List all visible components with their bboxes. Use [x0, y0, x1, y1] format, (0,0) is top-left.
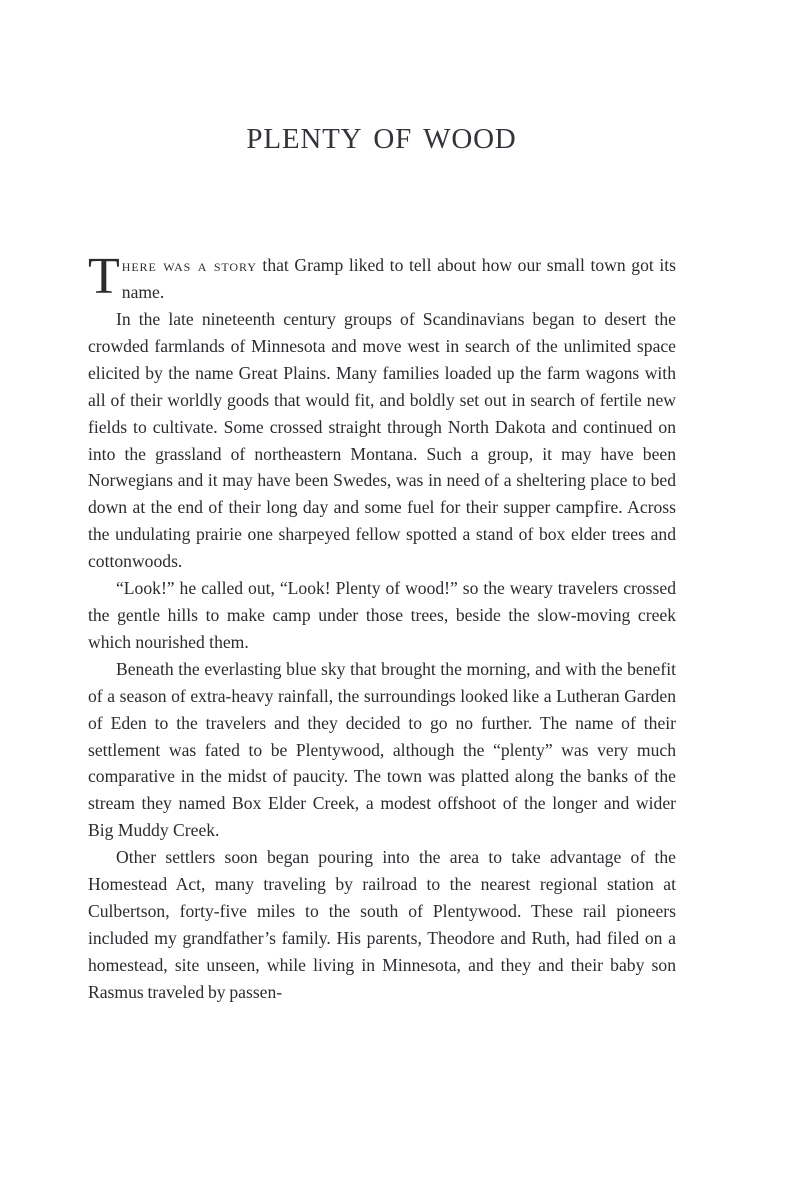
paragraph-text: Other settlers soon began pouring into the area to take advantage of the Homestead Act, many traveling by railroad to the nearest regional station at Culbertson, forty-five miles to the south of Plentywood. These rail pioneers included my grandfather’s family. His parents, Theodore and Ruth, had filed on a homestead, site unseen, while living in Minnesota, and they and their baby son Rasmus traveled by passen- [88, 847, 676, 1002]
paragraph-opening [88, 248, 677, 306]
paragraph [88, 575, 676, 656]
chapter-title: plenty of wood [246, 111, 517, 157]
paragraph-text: “Look!” he called out, “Look! Plenty of wood!” so the weary travelers crossed the gentle hills to make camp under those trees, beside the slow-moving creek which nourished them. [88, 578, 676, 652]
paragraph [88, 656, 676, 844]
body-text-block [88, 248, 677, 1006]
drop-cap: T [88, 248, 120, 305]
paragraph [88, 306, 676, 575]
paragraph-text: that Gramp liked to tell about how our small town got its name. [121, 255, 677, 302]
paragraph-text: In the late nineteenth century groups of Scandinavians began to desert the crowded farmlands of Minnesota and move west in search of the unlimited space elicited by the name Great Plains. Many families loaded up the farm wagons with all of their worldly goods that would fit, and boldly set out in search of fertile new fields to cultivate. Some crossed straight through North Dakota and continued on into the grassland of northeastern Montana. Such a group, it may have been Norwegians and it may have been Swedes, was in need of a sheltering place to bed down at the end of their long day and some fuel for their supper campfire. Across the undulating prairie one sharpeyed fellow spotted a stand of box elder trees and cottonwoods. [88, 309, 676, 572]
paragraph [88, 844, 676, 1005]
paragraph-text: Beneath the everlasting blue sky that brought the morning, and with the benefit of a season of extra-heavy rainfall, the surroundings looked like a Lutheran Garden of Eden to the travelers and they decided to go no further. The name of their settlement was fated to be Plentywood, although the “plenty” was very much comparative in the midst of paucity. The town was platted along the banks of the stream they named Box Elder Creek, a modest offshoot of the longer and wider Big Muddy Creek. [88, 658, 676, 841]
opening-small-caps: here was a story [121, 255, 257, 275]
